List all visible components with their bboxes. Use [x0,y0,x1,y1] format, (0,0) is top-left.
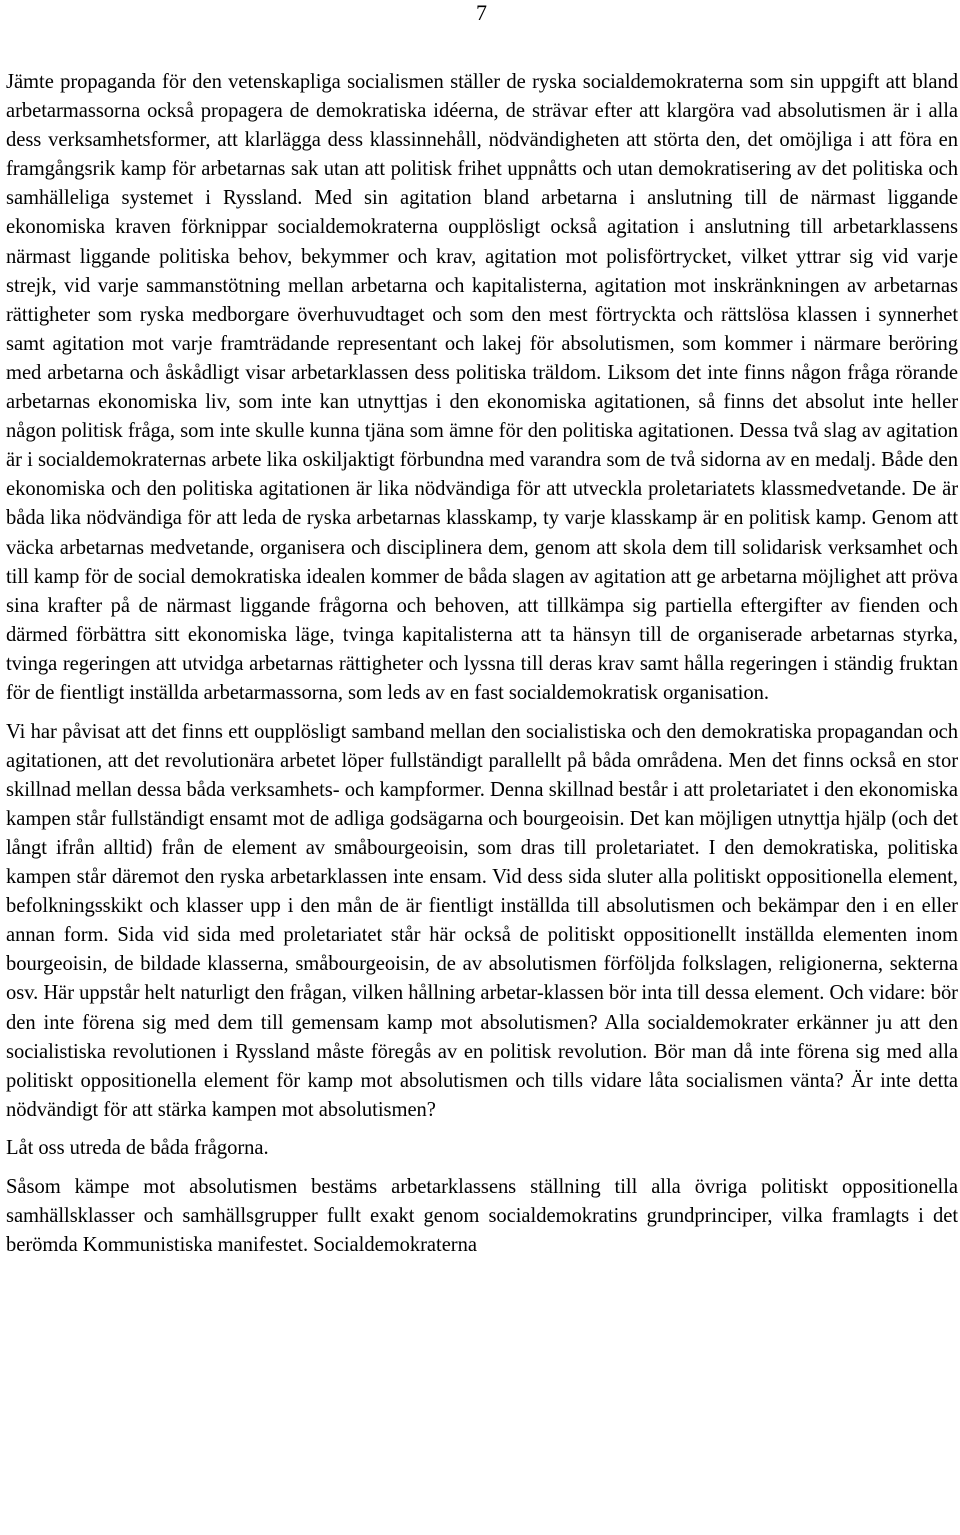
paragraph-two-questions: Låt oss utreda de båda frågorna. [6,1137,269,1160]
paragraph-socialist-democratic-link: Vi har påvisat att det finns ett oupplösligt samband mellan den socialistiska och den demokratiska propagandan och agitationen, att det revolutionära arbetet löper fullständigt parallellt på båda områdena. Men det finns också en stor skillnad mellan dessa båda verksamhets- och kampformer. Denna skillnad består i att proletariatet i den ekonomiska kampen står fullständigt ensamt mot de adliga godsägarna och bourgeoisin. Det kan möjligen utnyttja hjälp (och det långt ifrån alltid) från de element av småbourgeoisin, som dras till proletariatet. I den demokratiska, politiska kampen står däremot den ryska arbetarklassen inte ensam. Vid dess sida sluter alla politiskt oppositionella element, befolkningsskikt och klasser upp i den mån de är fientligt inställda till absolutismen och bekämpar den i en eller annan form. Sida vid sida med proletariatet står här också de politiskt oppositionellt inställda elementen inom bourgeoisin, de bildade klasserna, småbourgeoisin, de av absolutismen förföljda folkslagen, religionerna, sekterna osv. Här uppstår helt naturligt den frågan, vilken hållning arbetar-klassen bör inta till dessa element. Och vidare: bör den inte förena sig med dem till gemensam kamp mot absolutismen? Alla socialdemokrater erkänner ju att den socialistiska revolutionen i Ryssland måste föregås av en politisk revolution. Bör man då inte förena sig med alla politiskt oppositionella element för kamp mot absolutismen och tills vidare låta socialismen vänta? Är inte detta nödvändigt för att stärka kampen mot absolutismen? [6,720,958,1121]
paragraph-working-class-position: Såsom kämpe mot absolutismen bestäms arbetarklassens ställning till alla övriga politiskt oppositionella samhällsklasser och samhällsgrupper fullt exakt genom socialdemokratins grundprinciper, vilka framlagts i det berömda Kommunistiska manifestet. Socialdemokraterna [6,1175,958,1257]
document-body [6,68,958,1260]
page-number: 7 [476,0,487,25]
paragraph-propaganda-agitation: Jämte propaganda för den vetenskapliga socialismen ställer de ryska socialdemokraterna som sin uppgift att bland arbetarmassorna också propagera de demokratiska idéerna, de strävar efter att klargöra vad absolutismen är i alla dess verksamhetsformer, att klarlägga dess klassinnehåll, nödvändigheten att störta den, det omöjliga i att föra en framgångsrik kamp för arbetarnas sak utan att politisk frihet uppnåtts och utan demokratisering av det politiska och samhälleliga systemet i Ryssland. Med sin agitation bland arbetarna i anslutning till de närmast liggande ekonomiska kraven förknippar socialdemokraterna oupplösligt också agitation i anslutning till arbetarklassens närmast liggande politiska behov, bekymmer och krav, agitation mot polisförtrycket, vilket yttrar sig vid varje strejk, vid varje sammanstötning mellan arbetarna och kapitalisterna, agitation mot inskränkningen av arbetarnas rättigheter som ryska medborgare överhuvudtaget och som den mest förtryckta och rättslösa klassen i synnerhet samt agitation mot varje framträdande representant och lakej för absolutismen, som kommer i närmare beröring med arbetarna och åskådligt visar arbetarklassen dess politiska träldom. Liksom det inte finns någon fråga rörande arbetarnas ekonomiska liv, som inte kan utnyttjas i den ekonomiska agitationen, så finns det absolut inte heller någon politisk fråga, som inte skulle kunna tjäna som ämne för den politiska agitationen. Dessa två slag av agitation är i socialdemokraternas arbete lika oskiljaktigt förbundna med varandra som de två sidorna av en medalj. Både den ekonomiska och den politiska agitationen är lika nödvändiga för att utveckla proletariatets klassmedvetande. De är båda lika nödvändiga för att leda de ryska arbetarnas klasskamp, ty varje klasskamp är en politisk kamp. Genom att väcka arbetarnas medvetande, organisera och disciplinera dem, genom att skola dem till solidarisk verksamhet och till kamp för de social demokratiska idealen kommer de båda slagen av agitation att ge arbetarna möjlighet att pröva sina krafter på de närmast liggande frågorna och behoven, att tillkämpa sig partiella eftergifter av fienden och därmed förbättra sitt ekonomiska läge, tvinga kapitalisterna att ta hänsyn till de organiserade arbetarnas styrka, tvinga regeringen att utvidga arbetarnas rättigheter och lyssna till deras krav samt hålla regeringen i ständig fruktan för de fientligt inställda arbetarmassorna, som leds av en fast socialdemokratisk organisation. [6,71,958,704]
